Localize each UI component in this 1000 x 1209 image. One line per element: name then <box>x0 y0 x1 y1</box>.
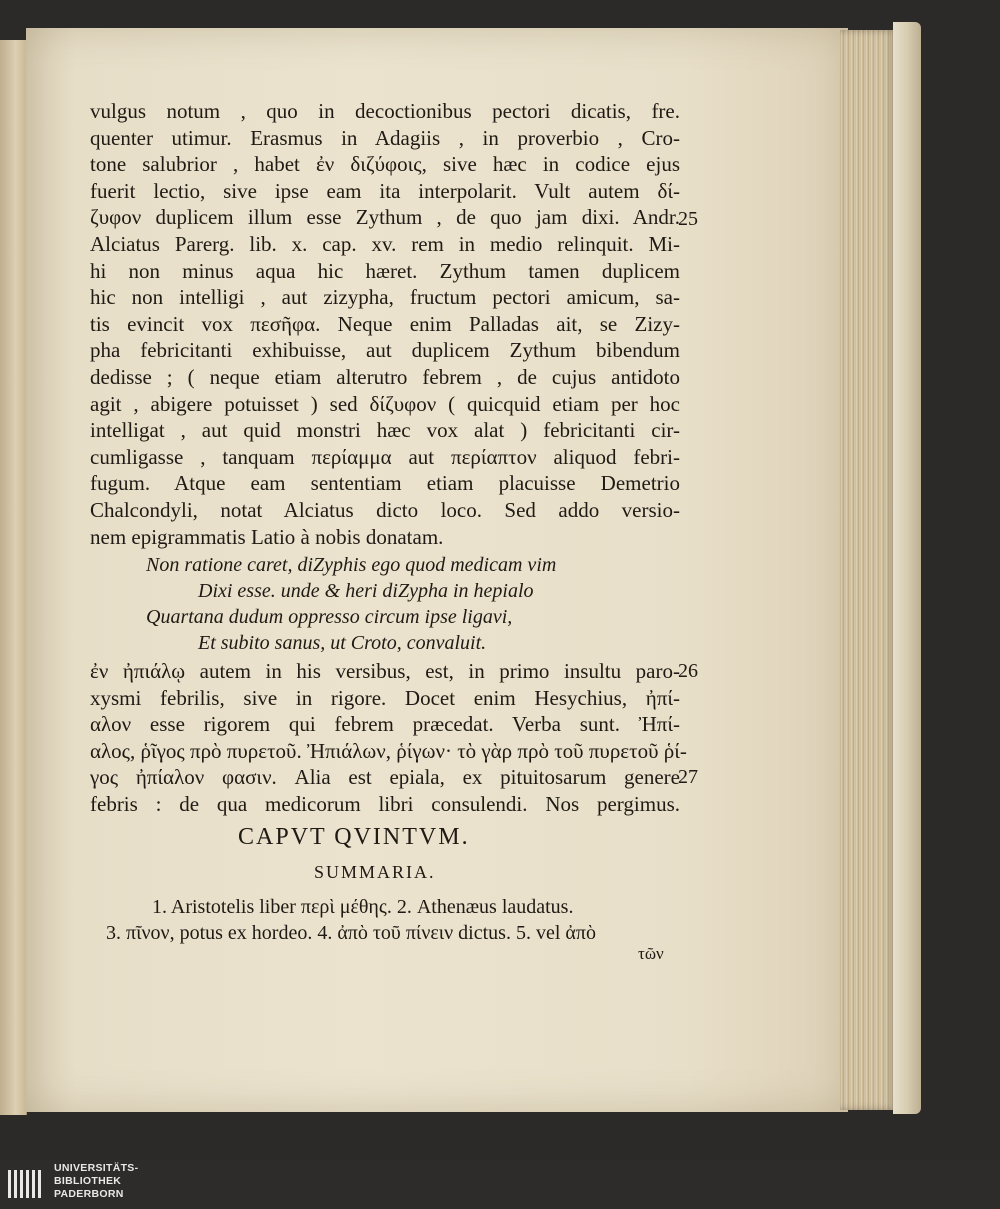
body-line: febris : de qua medicorum libri consulendi. Nos pergimus. <box>90 791 680 816</box>
left-page-edge <box>0 40 27 1115</box>
book-cover-edge <box>893 22 921 1114</box>
body-line: αλος, ῥῖγος πρὸ πυρετοῦ. Ἠπιάλων, ῥίγων· τὸ γὰρ πρὸ τοῦ πυρετοῦ ῥί- <box>90 738 687 763</box>
margin-number: 26 <box>678 660 698 682</box>
body-text-block-2 <box>90 658 687 818</box>
summary-line: 3. πῖνον, potus ex hordeo. 4. ἀπὸ τοῦ πίνειν dictus. 5. vel ἀπὸ <box>106 922 596 944</box>
verse-line: Quartana dudum oppresso circum ipse ligavi, <box>146 606 513 628</box>
logo-text-line: BIBLIOTHEK <box>54 1175 122 1187</box>
footer-bar <box>0 1160 1000 1209</box>
body-line: dedisse ; ( neque etiam alterutro febrem , de cujus antidoto <box>90 364 680 389</box>
page-fore-edge <box>840 30 896 1110</box>
body-line: nem epigrammatis Latio à nobis donatam. <box>90 524 444 549</box>
verse-line: Non ratione caret, diZyphis ego quod medicam vim <box>146 554 557 576</box>
body-line: cumligasse , tanquam περίαμμα aut περίαπτον aliquod febri- <box>90 444 680 469</box>
catchword: τῶν <box>638 944 664 963</box>
logo-text-line: UNIVERSITÄTS- <box>54 1162 139 1174</box>
body-line: Alciatus Parerg. lib. x. cap. xv. rem in medio relinquit. Mi- <box>90 231 680 256</box>
body-line: xysmi febrilis, sive in rigore. Docet enim Hesychius, ἠπί- <box>90 685 680 710</box>
body-line: fugum. Atque eam sententiam etiam placuisse Demetrio <box>90 471 680 496</box>
body-line: αλον esse rigorem qui febrem præcedat. Verba sunt. Ἠπί- <box>90 712 680 737</box>
body-line: vulgus notum , quo in decoctionibus pectori dicatis, fre. <box>90 99 680 123</box>
library-logo-icon <box>6 1166 44 1202</box>
body-line: ἐν ἠπιάλῳ autem in his versibus, est, in primo insultu paro- <box>90 659 680 683</box>
body-line: hic non intelligi , aut zizypha, fructum pectori amicum, sa- <box>90 285 680 310</box>
body-line: hi non minus aqua hic hæret. Zythum tamen duplicem <box>90 258 680 283</box>
body-line: tone salubrior , habet ἐν διζύφοις, sive hæc in codice ejus <box>90 152 680 177</box>
summary-line: 1. Aristotelis liber περὶ μέθης. 2. Athenæus laudatus. <box>152 896 574 918</box>
body-line: tis evincit vox πεσῆφα. Neque enim Palladas ait, se Zizy- <box>90 311 680 336</box>
body-line: pha febricitanti exhibuisse, aut duplicem Zythum bibendum <box>90 338 680 363</box>
verse-line: Dixi esse. unde & heri diZypha in hepialo <box>198 580 534 602</box>
body-line: intelligat , aut quid monstri hæc vox alat ) febricitanti cir- <box>90 418 680 443</box>
body-line: γος ἠπίαλον φασιν. Alia est epiala, ex pituitosarum genere <box>90 765 680 790</box>
body-line: Chalcondyli, notat Alciatus dicto loco. Sed addo versio- <box>90 497 680 522</box>
margin-number: 25 <box>678 208 698 230</box>
body-line: ζυφον duplicem illum esse Zythum , de quo jam dixi. Andr. <box>90 205 680 230</box>
body-line: quenter utimur. Erasmus in Adagiis , in proverbio , Cro- <box>90 125 680 150</box>
chapter-heading: CAPVT QVINTVM. <box>238 824 470 850</box>
summary-heading: SUMMARIA. <box>314 862 436 882</box>
margin-number: 27 <box>678 766 698 788</box>
verse-line: Et subito sanus, ut Croto, convaluit. <box>198 632 487 654</box>
logo-text-line: PADERBORN <box>54 1188 124 1200</box>
body-text-block <box>90 98 680 550</box>
body-line: agit , abigere potuisset ) sed δίζυφον ( quicquid etiam per hoc <box>90 391 680 416</box>
body-line: fuerit lectio, sive ipse eam ita interpolarit. Vult autem δί- <box>90 178 680 203</box>
